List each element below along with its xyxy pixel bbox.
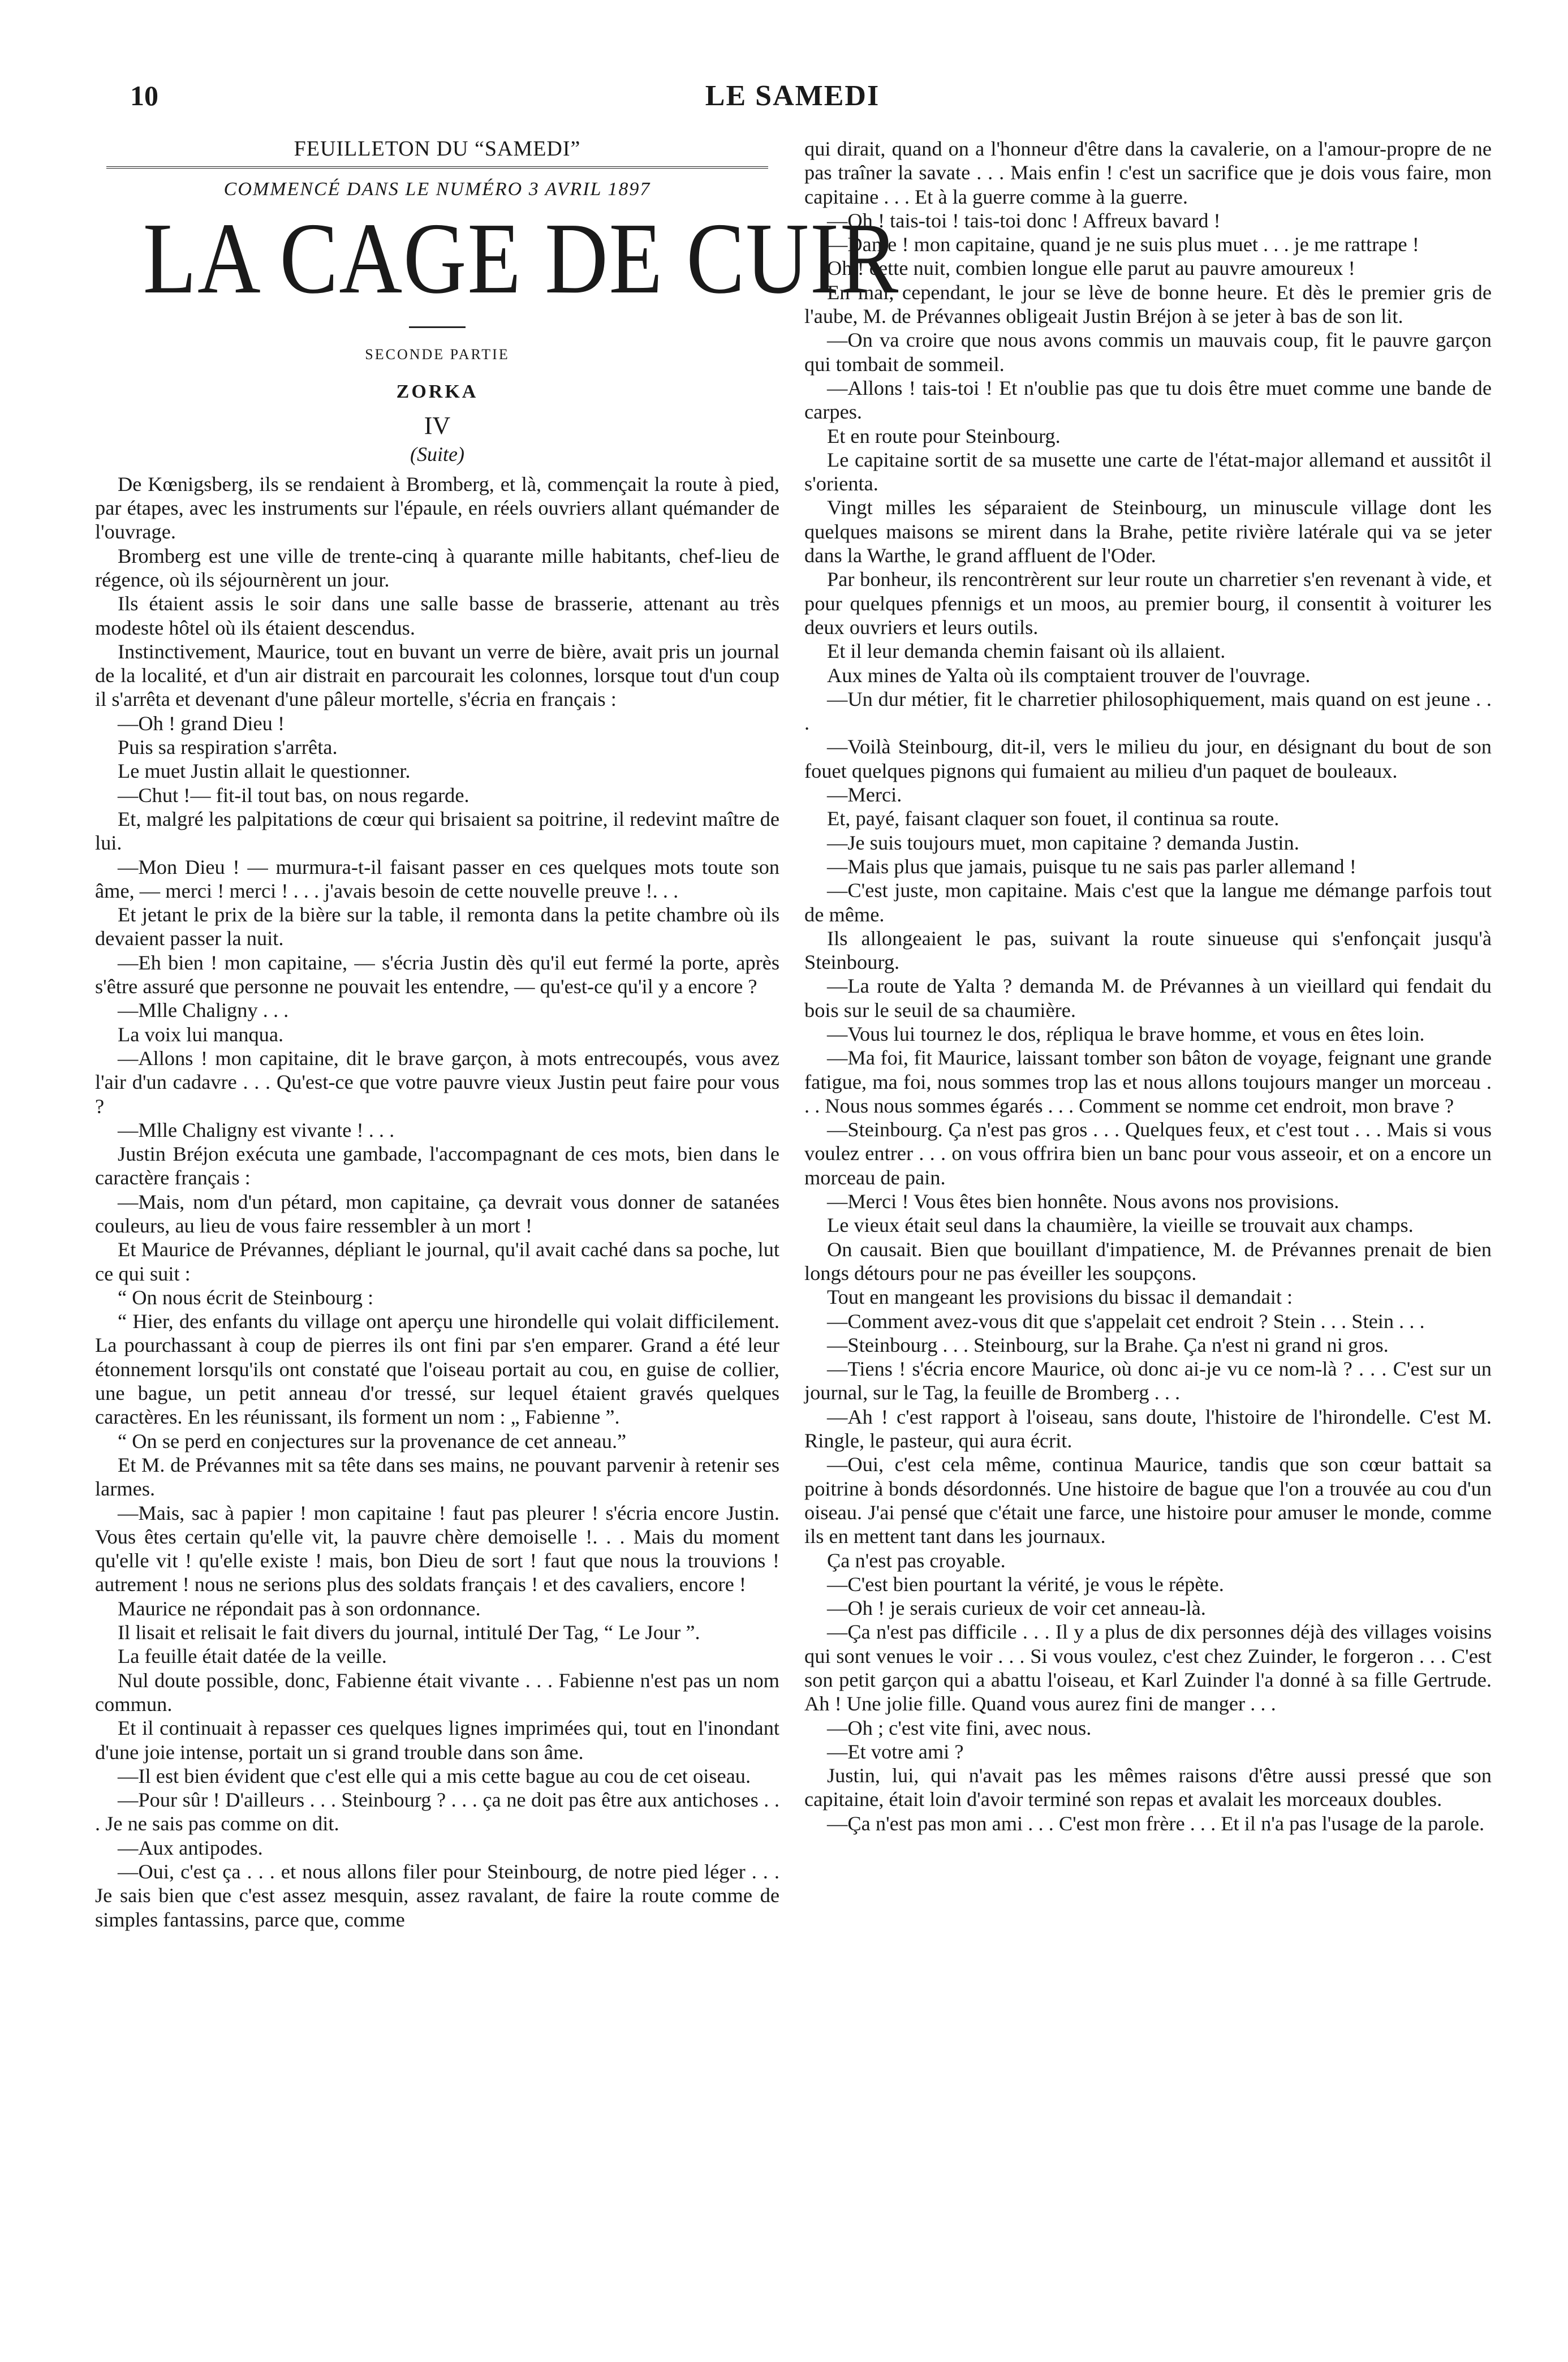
paragraph: —La route de Yalta ? demanda M. de Prévannes à un vieillard qui fendait du bois sur le seuil de sa chaumière. <box>804 975 1492 1021</box>
paragraph: —Chut !— fit-il tout bas, on nous regarde. <box>118 783 469 807</box>
paragraph: Instinctivement, Maurice, tout en buvant un verre de bière, avait pris un journal de la localité, et d'un air distrait en parcourait les colonnes, lorsque tout d'un coup il s'arrêta et devenant d'une pâleur mortelle, s'écria en français : <box>95 640 779 711</box>
paragraph: —Ah ! c'est rapport à l'oiseau, sans doute, l'histoire de l'hirondelle. C'est M. Ringle, le pasteur, qui aura écrit. <box>804 1405 1492 1452</box>
paragraph: —Merci ! Vous êtes bien honnête. Nous avons nos provisions. <box>827 1190 1339 1213</box>
paragraph: —Oh ! tais-toi ! tais-toi donc ! Affreux bavard ! <box>827 209 1221 232</box>
feuilleton-label: FEUILLETON DU “SAMEDI” <box>294 137 581 161</box>
paragraph: Et, malgré les palpitations de cœur qui brisaient sa poitrine, il redevint maître de lui. <box>95 807 779 855</box>
paragraph: Justin Bréjon exécuta une gambade, l'accompagnant de ces mots, bien dans le caractère français : <box>95 1143 779 1189</box>
paragraph: Tout en mangeant les provisions du bissac il demandait : <box>827 1286 1293 1309</box>
paragraph: “ On nous écrit de Steinbourg : <box>118 1286 374 1309</box>
paragraph: Justin, lui, qui n'avait pas les mêmes raisons d'être aussi pressé que son capitaine, était loin d'avoir terminé son repas et avalait les morceaux doubles. <box>804 1764 1492 1811</box>
paragraph: —On va croire que nous avons commis un mauvais coup, fit le pauvre garçon qui tombait de sommeil. <box>804 329 1492 376</box>
paragraph: —Mon Dieu ! — murmura-t-il faisant passer en ces quelques mots toute son âme, — merci ! merci ! . . . j'avais besoin de cette nouvelle preuve !. . . <box>95 855 779 902</box>
paragraph: —Un dur métier, fit le charretier philosophiquement, mais quand on est jeune . . . <box>804 687 1492 735</box>
paragraph: —Allons ! tais-toi ! Et n'oublie pas que tu dois être muet comme une bande de carpes. <box>804 376 1492 424</box>
part-subtitle: ZORKA <box>396 381 479 402</box>
paragraph: —Mais plus que jamais, puisque tu ne sais pas parler allemand ! <box>827 855 1356 878</box>
paragraph: —Ma foi, fit Maurice, laissant tomber son bâton de voyage, feignant une grande fatigue, ma foi, nous sommes trop las et nous allons toujours manger un morceau . . . Nous nous sommes égarés . . . Comment se nomme cet endroit, mon brave ? <box>804 1046 1492 1117</box>
paragraph: La voix lui manqua. <box>118 1023 284 1046</box>
paragraph: —Oh ! grand Dieu ! <box>118 712 285 735</box>
paragraph: La feuille était datée de la veille. <box>118 1645 387 1668</box>
paragraph: —Pour sûr ! D'ailleurs . . . Steinbourg ? . . . ça ne doit pas être aux antichoses . . . Je ne sais pas comme on dit. <box>95 1788 779 1835</box>
paragraph: —Il est bien évident que c'est elle qui a mis cette bague au cou de cet oiseau. <box>118 1764 751 1787</box>
paragraph: “ Hier, des enfants du village ont aperçu une hirondelle qui volait difficilement. La pourchassant à coup de pierres ils ont fini par s'en emparer. Grand a été leur étonnement lorsqu'ils ont constaté que l'oiseau portait au cou, en guise de collier, une bague, un petit anneau d'or tressé, sur lequel étaient gravés quelques caractères. En les réunissant, ils forment un nom : „ Fabienne ”. <box>95 1310 779 1429</box>
paragraph: —Aux antipodes. <box>118 1836 263 1859</box>
paragraph: Et il leur demanda chemin faisant où ils allaient. <box>827 640 1226 663</box>
paragraph: Ils allongeaient le pas, suivant la route sinueuse qui s'enfonçait jusqu'à Steinbourg. <box>804 926 1492 974</box>
paragraph: Bromberg est une ville de trente-cinq à quarante mille habitants, chef-lieu de régence, où ils séjournèrent un jour. <box>95 544 779 591</box>
page-number: 10 <box>130 80 158 111</box>
paragraph: Le muet Justin allait le questionner. <box>118 760 411 783</box>
chapter-number: IV <box>424 412 451 440</box>
title-rule <box>409 326 466 328</box>
paragraph: —Oui, c'est ça . . . et nous allons filer pour Steinbourg, de notre pied léger . . . Je sais bien que c'est assez mesquin, assez ravalant, de faire la route comme de simples fantassins, parce que, comme <box>95 1860 779 1931</box>
paragraph: —Merci. <box>827 783 902 807</box>
right-column <box>804 137 1492 1835</box>
paragraph: —Eh bien ! mon capitaine, — s'écria Justin dès qu'il eut fermé la porte, après s'être assuré que personne ne pouvait les entendre, — qu'est-ce qu'il y a encore ? <box>95 951 779 998</box>
paragraph: Il lisait et relisait le fait divers du journal, intitulé Der Tag, “ Le Jour ”. <box>118 1621 700 1644</box>
paragraph: —Ça n'est pas difficile . . . Il y a plus de dix personnes déjà des villages voisins qui sont venues le voir . . . Si vous voulez, c'est chez Zuinder, le forgeron . . . C'est son petit garçon qui a abattu l'oiseau, et Karl Zuinder l'a donné à sa fille Gertrude. Ah ! Une jolie fille. Quand vous aurez fini de manger . . . <box>804 1620 1492 1716</box>
paragraph: —Oh ! je serais curieux de voir cet anneau-là. <box>827 1597 1206 1620</box>
newspaper-title: LE SAMEDI <box>705 80 880 112</box>
paragraph: Le capitaine sortit de sa musette une carte de l'état-major allemand et aussitôt il s'orienta. <box>804 448 1492 495</box>
paragraph: —Oui, c'est cela même, continua Maurice, tandis que son cœur battait sa poitrine à bonds désordonnés. Une histoire de bague que l'on a trouvée au cou d'un oiseau. J'ai pensé que c'était une farce, une histoire pour amuser le monde, comme ils en mettent tant dans les journaux. <box>804 1453 1492 1548</box>
paragraph: Oh ! cette nuit, combien longue elle parut au pauvre amoureux ! <box>827 257 1355 280</box>
paragraph: —Steinbourg. Ça n'est pas gros . . . Quelques feux, et c'est tout . . . Mais si vous voulez entrer . . . on vous offrira bien un banc pour vous asseoir, et on a encore un morceau de pain. <box>804 1118 1492 1189</box>
paragraph: —Mais, sac à papier ! mon capitaine ! faut pas pleurer ! s'écria encore Justin. Vous êtes certain qu'elle vit, la pauvre chère demoiselle !. . . Mais du moment qu'elle vit ! qu'elle existe ! mais, bon Dieu de sort ! faut que nous la trouvions ! autrement ! nous ne serions plus des soldats français ! et des cavaliers, encore ! <box>95 1501 779 1596</box>
paragraph: Et, payé, faisant claquer son fouet, il continua sa route. <box>827 807 1280 830</box>
paragraph: —Steinbourg . . . Steinbourg, sur la Brahe. Ça n'est ni grand ni gros. <box>827 1333 1389 1356</box>
paragraph: Puis sa respiration s'arrêta. <box>118 736 338 759</box>
paragraph: —Allons ! mon capitaine, dit le brave garçon, à mots entrecoupés, vous avez l'air d'un cadavre . . . Qu'est-ce que votre pauvre vieux Justin peut faire pour vous ? <box>95 1046 779 1118</box>
paragraph: “ On se perd en conjectures sur la provenance de cet anneau.” <box>118 1429 627 1452</box>
double-rule <box>106 166 768 171</box>
page-header <box>130 79 1455 119</box>
paragraph: —Mlle Chaligny est vivante ! . . . <box>118 1118 395 1141</box>
paragraph: Aux mines de Yalta où ils comptaient trouver de l'ouvrage. <box>827 663 1311 687</box>
story-title: LA CAGE DE CUIR <box>143 201 900 314</box>
paragraph: Et M. de Prévannes mit sa tête dans ses mains, ne pouvant parvenir à retenir ses larmes. <box>95 1453 779 1501</box>
paragraph: Nul doute possible, donc, Fabienne était vivante . . . Fabienne n'est pas un nom commun. <box>95 1669 779 1716</box>
paragraph: —Comment avez-vous dit que s'appelait cet endroit ? Stein . . . Stein . . . <box>827 1309 1425 1333</box>
paragraph: Maurice ne répondait pas à son ordonnance. <box>118 1597 481 1620</box>
left-body <box>95 472 779 1932</box>
paragraph: —Et votre ami ? <box>827 1740 964 1763</box>
paragraph: —Je suis toujours muet, mon capitaine ? demanda Justin. <box>827 831 1299 854</box>
paragraph: On causait. Bien que bouillant d'impatience, M. de Prévannes prenait de bien longs détours pour ne pas éveiller les soupçons. <box>804 1238 1492 1285</box>
paragraph: Et en route pour Steinbourg. <box>827 424 1061 447</box>
paragraph: —Mais, nom d'un pétard, mon capitaine, ça devrait vous donner de satanées couleurs, au lieu de vous faire ressembler à un mort ! <box>95 1190 779 1237</box>
paragraph: —Vous lui tournez le dos, répliqua le brave homme, et vous en êtes loin. <box>827 1022 1425 1045</box>
paragraph: Par bonheur, ils rencontrèrent sur leur route un charretier s'en revenant à vide, et pour quelques pfennigs et un moos, au premier bourg, il consentit à voiturer les deux ouvriers et leurs outils. <box>804 568 1492 639</box>
paragraph: Et il continuait à repasser ces quelques lignes imprimées qui, tout en l'inondant d'une joie intense, portait un si grand trouble dans son âme. <box>95 1717 779 1764</box>
paragraph: qui dirait, quand on a l'honneur d'être dans la cavalerie, on a l'amour-propre de ne pas traîner la savate . . . Mais enfin ! c'est un sacrifice que je dois vous faire, mon capitaine . . . Et à la guerre comme à la guerre. <box>804 137 1492 208</box>
paragraph: Et jetant le prix de la bière sur la table, il remonta dans la petite chambre où ils devaient passer la nuit. <box>95 903 779 950</box>
paragraph: —Voilà Steinbourg, dit-il, vers le milieu du jour, en désignant du bout de son fouet quelques pignons qui fumaient au milieu d'un paquet de bouleaux. <box>804 735 1492 782</box>
paragraph: Vingt milles les séparaient de Steinbourg, un minuscule village dont les quelques maisons se mirent dans la Brahe, petite rivière latérale qui va se jeter dans la Warthe, le grand affluent de l'Oder. <box>804 496 1492 567</box>
paragraph: De Kœnigsberg, ils se rendaient à Bromberg, et là, commençait la route à pied, par étapes, avec les instruments sur l'épaule, en réels ouvriers allant quémander de l'ouvrage. <box>95 472 779 544</box>
paragraph: —Ça n'est pas mon ami . . . C'est mon frère . . . Et il n'a pas l'usage de la parole. <box>827 1812 1485 1835</box>
paragraph: —C'est juste, mon capitaine. Mais c'est que la langue me démange parfois tout de même. <box>804 879 1492 926</box>
right-body <box>804 137 1492 1835</box>
paragraph: Ça n'est pas croyable. <box>827 1549 1006 1572</box>
paragraph: —Mlle Chaligny . . . <box>118 999 289 1022</box>
part-label: SECONDE PARTIE <box>365 346 510 363</box>
paragraph: —Tiens ! s'écria encore Maurice, où donc ai-je vu ce nom-là ? . . . C'est sur un journal, sur le Tag, la feuille de Bromberg . . . <box>804 1357 1492 1404</box>
paragraph: En mai, cependant, le jour se lève de bonne heure. Et dès le premier gris de l'aube, M. de Prévannes obligeait Justin Bréjon à se jeter à bas de son lit. <box>804 281 1492 328</box>
started-note: COMMENCÉ DANS LE NUMÉRO 3 AVRIL 1897 <box>223 179 651 200</box>
paragraph: Et Maurice de Prévannes, dépliant le journal, qu'il avait caché dans sa poche, lut ce qui suit : <box>95 1238 779 1285</box>
chapter-continued: (Suite) <box>410 443 464 466</box>
paragraph: —Oh ; c'est vite fini, avec nous. <box>827 1716 1092 1739</box>
paragraph: —Dame ! mon capitaine, quand je ne suis plus muet . . . je me rattrape ! <box>827 233 1419 256</box>
paragraph: —C'est bien pourtant la vérité, je vous le répète. <box>827 1572 1224 1596</box>
paragraph: Le vieux était seul dans la chaumière, la vieille se trouvait aux champs. <box>827 1214 1414 1237</box>
paragraph: Ils étaient assis le soir dans une salle basse de brasserie, attenant au très modeste hôtel où ils étaient descendus. <box>95 592 779 639</box>
